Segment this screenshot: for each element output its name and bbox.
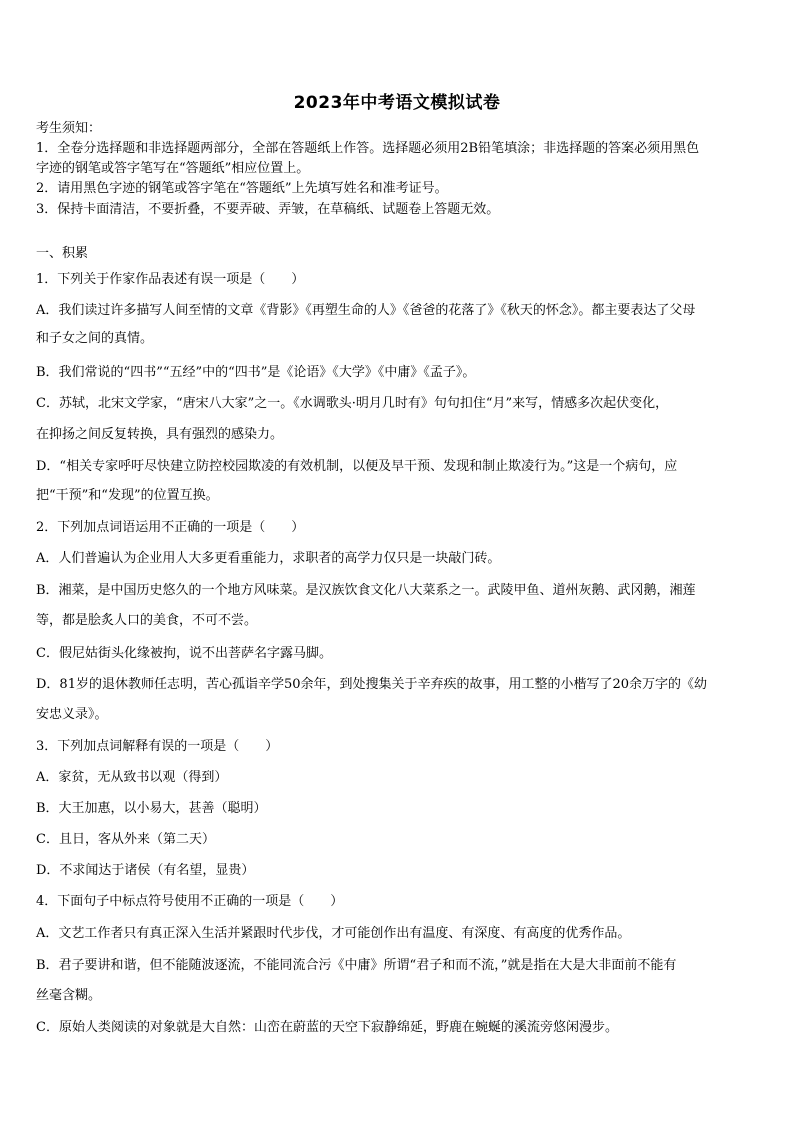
option-line: 等，都是脍炙人口的美食，不可不尝。 [36,613,258,628]
option-line: B．大王加惠，以小易大，甚善（聪明） [36,801,267,816]
section-heading: 一、积累 [36,246,89,261]
option-line: D．不求闻达于诸侯（有名望，显贵） [36,863,255,878]
notice-item: 1．全卷分选择题和非选择题两部分，全部在答题纸上作答。选择题必须用2B铅笔填涂；非选择题的答案必须用黑色 [36,141,700,156]
option-line: C．且日，客从外来（第二天） [36,832,215,847]
option-line: 把“干预”和“发现”的位置互换。 [36,488,219,503]
option-line: C．原始人类阅读的对象就是大自然：山峦在蔚蓝的天空下寂静绵延，野鹿在蜿蜒的溪流旁悠闲漫步。 [36,1020,618,1035]
question-stem: 1．下列关于作家作品表述有误一项是（ ） [36,272,305,287]
question-stem: 2．下列加点词语运用不正确的一项是（ ） [36,520,305,535]
question-stem: 4．下面句子中标点符号使用不正确的一项是（ ） [36,894,344,909]
option-line: C．苏轼，北宋文学家，“唐宋八大家”之一。《水调歌头·明月几时有》句句扣住“月”来写，情感多次起伏变化， [36,396,669,411]
page-title: 2023年中考语文模拟试卷 [293,93,501,113]
option-line: A．我们读过许多描写人间至情的文章《背影》《再塑生命的人》《爸爸的花落了》《秋天的怀念》。都主要表达了父母 [36,303,696,318]
notice-item: 2．请用黑色字迹的钢笔或答字笔在“答题纸”上先填写姓名和准考证号。 [36,181,448,196]
notice-item: 字迹的钢笔或答字笔写在“答题纸”相应位置上。 [36,161,310,176]
option-line: B．湘菜，是中国历史悠久的一个地方风味菜。是汉族饮食文化八大菜系之一。武陵甲鱼、道州灰鹅、武冈鹅，湘莲 [36,583,696,598]
option-line: A．文艺工作者只有真正深入生活并紧跟时代步伐，才可能创作出有温度、有深度、有高度的优秀作品。 [36,926,631,941]
option-line: A．家贫，无从致书以观（得到） [36,770,228,785]
option-line: 安忠义录》。 [36,707,108,722]
option-line: 在抑扬之间反复转换，具有强烈的感染力。 [36,427,284,442]
question-stem: 3．下列加点词解释有误的一项是（ ） [36,739,279,754]
option-line: A．人们普遍认为企业用人大多更看重能力，求职者的高学力仅只是一块敲门砖。 [36,551,501,566]
option-line: D．“相关专家呼吁尽快建立防控校园欺凌的有效机制，以便及早干预、发现和制止欺凌行为。”这是一个病句，应 [36,459,678,474]
option-line: C．假尼姑街头化缘被拘，说不出菩萨名字露马脚。 [36,646,332,661]
notice-item: 3．保持卡面清洁，不要折叠，不要弄破、弄皱，在草稿纸、试题卷上答题无效。 [36,202,500,217]
option-line: 丝毫含糊。 [36,988,102,1003]
option-line: B．君子要讲和谐，但不能随波逐流，不能同流合污《中庸》所谓“君子和而不流，”就是指在大是大非面前不能有 [36,958,677,973]
option-line: D．81岁的退休教师任志明，苦心孤诣辛学50余年，到处搜集关于辛弃疾的故事，用工整的小楷写了20余万字的《幼 [36,677,708,692]
notice-heading: 考生须知： [36,121,102,136]
option-line: 和子女之间的真情。 [36,331,154,346]
option-line: B．我们常说的“四书”“五经”中的“四书”是《论语》《大学》《中庸》《孟子》。 [36,365,476,380]
